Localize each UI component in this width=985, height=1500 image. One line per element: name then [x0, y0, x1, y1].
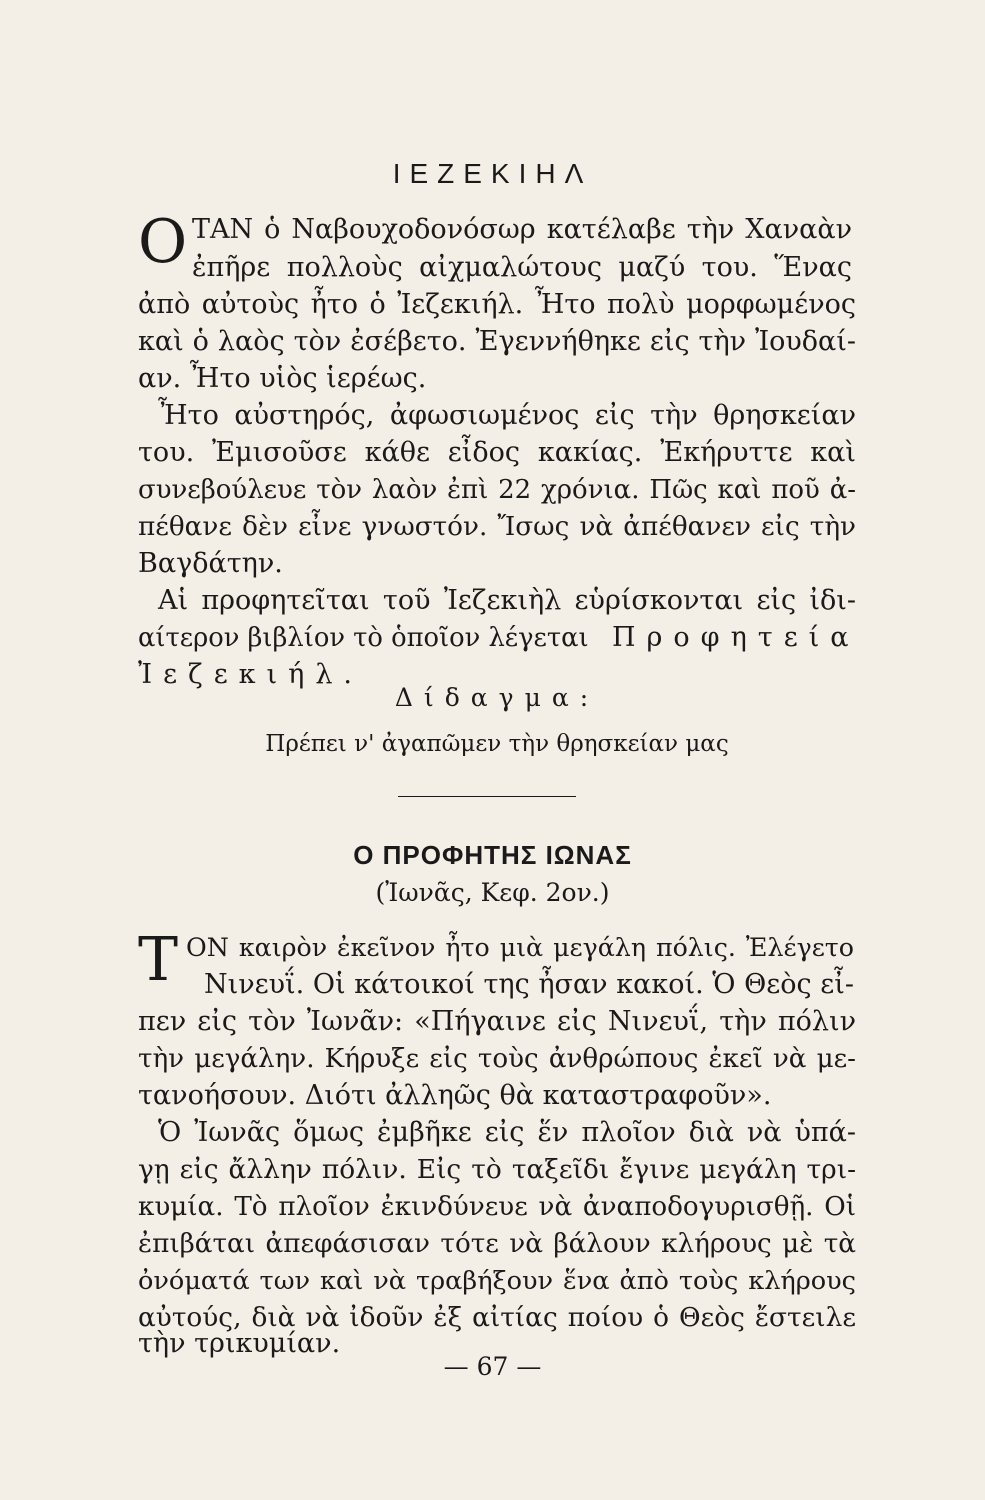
text-line: ὀνόματά των καὶ νὰ τραβήξουν ἕνα ἀπὸ τοὺς κλήρους: [138, 1266, 856, 1296]
page-number: — 67 —: [443, 1352, 542, 1381]
text-line: αὐτούς, διὰ νὰ ἰδοῦν ἐξ αἰτίας ποίου ὁ Θεὸς ἔστειλε: [138, 1303, 856, 1333]
text-line: αίτερον βιβλίον τὸ ὁποῖον λέγεται: [138, 623, 589, 653]
text-line: αν. Ἦτο υἱὸς ἱερέως.: [138, 363, 427, 394]
text-line: τανοήσουν. Διότι ἀλληῶς θὰ καταστραφοῦν».: [138, 1080, 772, 1111]
text-line: Ἦτο αὐστηρός, ἀφωσιωμένος εἰς τὴν θρησκείαν: [158, 400, 856, 431]
text-line: του. Ἐμισοῦσε κάθε εἶδος κακίας. Ἐκήρυττε καὶ: [138, 437, 856, 468]
text-line: ἀπὸ αὐτοὺς ἦτο ὁ Ἰεζεκιήλ. Ἦτο πολὺ μορφωμένος: [138, 289, 856, 320]
text-line: συνεβούλευε τὸν λαὸν ἐπὶ 22 χρόνια. Πῶς καὶ ποῦ ἀ-: [138, 475, 856, 505]
text-line: Αἱ προφητεῖται τοῦ Ἰεζεκιὴλ εὑρίσκονται εἰς ἰδι-: [158, 585, 856, 616]
chapter-title: ΙΕΖΕΚΙΗΛ: [392, 158, 593, 189]
drop-cap: Ο: [138, 207, 188, 277]
text-line: γῃ εἰς ἄλλην πόλιν. Εἰς τὸ ταξεῖδι ἔγινε μεγάλη τρι-: [138, 1154, 856, 1185]
text-line: ΟΝ καιρὸν ἐκεῖνον ἦτο μιὰ μεγάλη πόλις. Ἐλέγετο: [186, 933, 854, 962]
text-line: ἐπῆρε πολλοὺς αἰχμαλώτους μαζύ του. Ἕνας: [192, 252, 852, 283]
lesson-text: Πρέπει ν' ἀγαπῶμεν τὴν θρησκείαν μας: [265, 731, 729, 757]
lesson-label: Δίδαγμα:: [394, 683, 600, 712]
section-divider: [398, 796, 576, 797]
chapter-subtitle: (Ἰωνᾶς, Κεφ. 2ον.): [375, 878, 610, 907]
text-line: καὶ ὁ λαὸς τὸν ἐσέβετο. Ἐγεννήθηκε εἰς τὴν Ἰουδαί-: [138, 326, 856, 357]
text-line: πέθανε δὲν εἶνε γνωστόν. Ἴσως νὰ ἀπέθανεν εἰς τὴν: [138, 512, 856, 542]
text-line: Βαγδάτην.: [138, 548, 283, 579]
text-line: τὴν μεγάλην. Κήρυξε εἰς τοὺς ἀνθρώπους ἐκεῖ νὰ με-: [138, 1044, 856, 1074]
text-line: ἐπιβάται ἀπεφάσισαν τότε νὰ βάλουν κλήρους μὲ τὰ: [138, 1229, 856, 1259]
text-line: ΤΑΝ ὁ Ναβουχοδονόσωρ κατέλαβε τὴν Χαναὰν: [192, 214, 852, 245]
text-line: τὴν τρικυμίαν.: [138, 1328, 341, 1359]
text-line: Νινευΐ. Οἱ κάτοικοί της ἦσαν κακοί. Ὁ Θεὸς εἶ-: [204, 969, 854, 1000]
text-line: Ὁ Ἰωνᾶς ὅμως ἐμβῆκε εἰς ἕν πλοῖον διὰ νὰ ὑπά-: [158, 1117, 856, 1148]
drop-cap: Τ: [138, 925, 179, 995]
text-line: πεν εἰς τὸν Ἰωνᾶν: «Πήγαινε εἰς Νινευΐ, τὴν πόλιν: [138, 1006, 856, 1037]
book-title: Προφητεία: [612, 622, 860, 653]
chapter-title: Ο ΠΡΟΦΗΤΗΣ ΙΩΝΑΣ: [353, 840, 632, 870]
text-line: κυμία. Τὸ πλοῖον ἐκινδύνευε νὰ ἀναποδογυρισθῇ. Οἱ: [138, 1192, 856, 1222]
text-line: Ἰεζεκιήλ.: [138, 659, 364, 690]
